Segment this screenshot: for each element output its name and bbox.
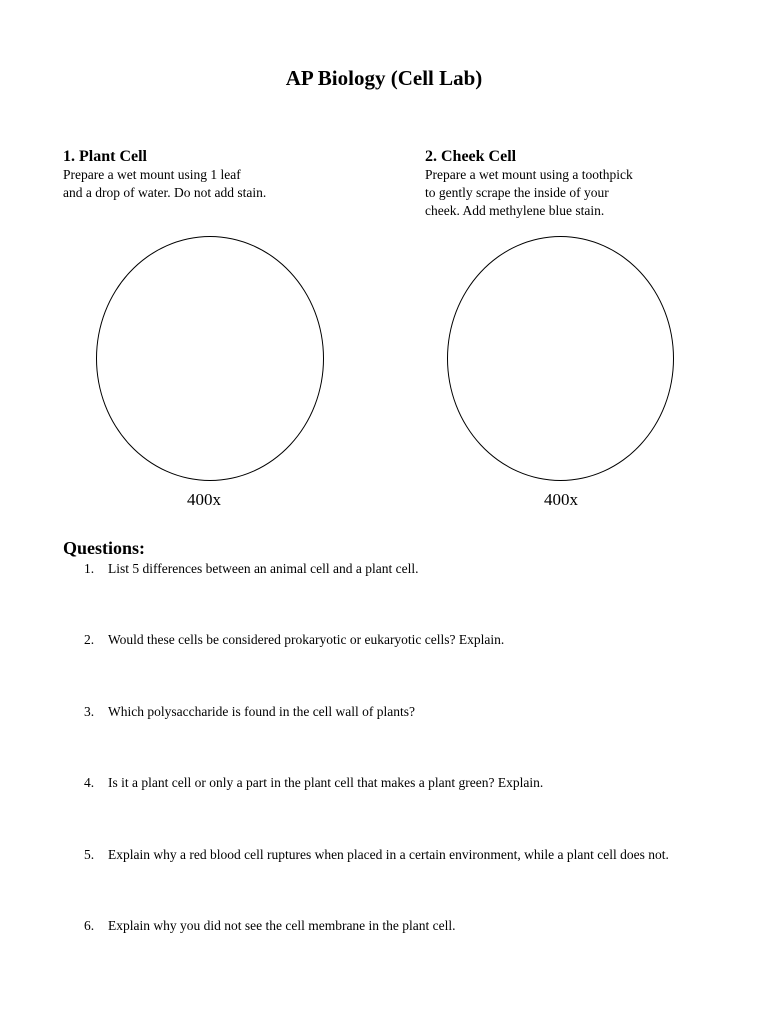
question-item [84,846,704,863]
cheek-cell-magnification: 400x [544,490,578,509]
question-number: 4. [84,775,95,790]
cheek-cell-drawing-circle[interactable] [447,236,674,481]
question-item [84,703,704,720]
cheek-cell-heading: 2. Cheek Cell [425,148,517,165]
question-number: 2. [84,632,95,647]
question-item [84,560,704,577]
question-text: Is it a plant cell or only a part in the plant cell that makes a plant green? Explain. [108,775,544,790]
question-number: 5. [84,847,95,862]
question-text: List 5 differences between an animal cell and a plant cell. [108,561,419,576]
question-number: 3. [84,704,95,719]
cheek-cell-section [425,147,725,220]
question-text: Which polysaccharide is found in the cell wall of plants? [108,704,416,719]
page-title: AP Biology (Cell Lab) [285,66,483,90]
question-number: 1. [84,561,95,576]
cheek-cell-instructions: Prepare a wet mount using a toothpick to gently scrape the inside of your cheek. Add methylene blue stain. [425,167,633,218]
question-text: Explain why you did not see the cell membrane in the plant cell. [108,918,456,933]
question-text: Explain why a red blood cell ruptures when placed in a certain environment, while a plant cell does not. [108,847,669,862]
questions-heading: Questions: [63,538,146,558]
plant-cell-section [63,147,363,202]
question-item [84,774,704,791]
plant-cell-magnification: 400x [187,490,221,509]
question-number: 6. [84,918,95,933]
plant-cell-heading: 1. Plant Cell [63,148,147,165]
plant-cell-drawing-circle[interactable] [96,236,324,481]
question-text: Would these cells be considered prokaryotic or eukaryotic cells? Explain. [108,632,505,647]
plant-cell-instructions: Prepare a wet mount using 1 leaf and a drop of water. Do not add stain. [63,167,267,200]
question-item [84,917,704,934]
question-item [84,631,704,648]
